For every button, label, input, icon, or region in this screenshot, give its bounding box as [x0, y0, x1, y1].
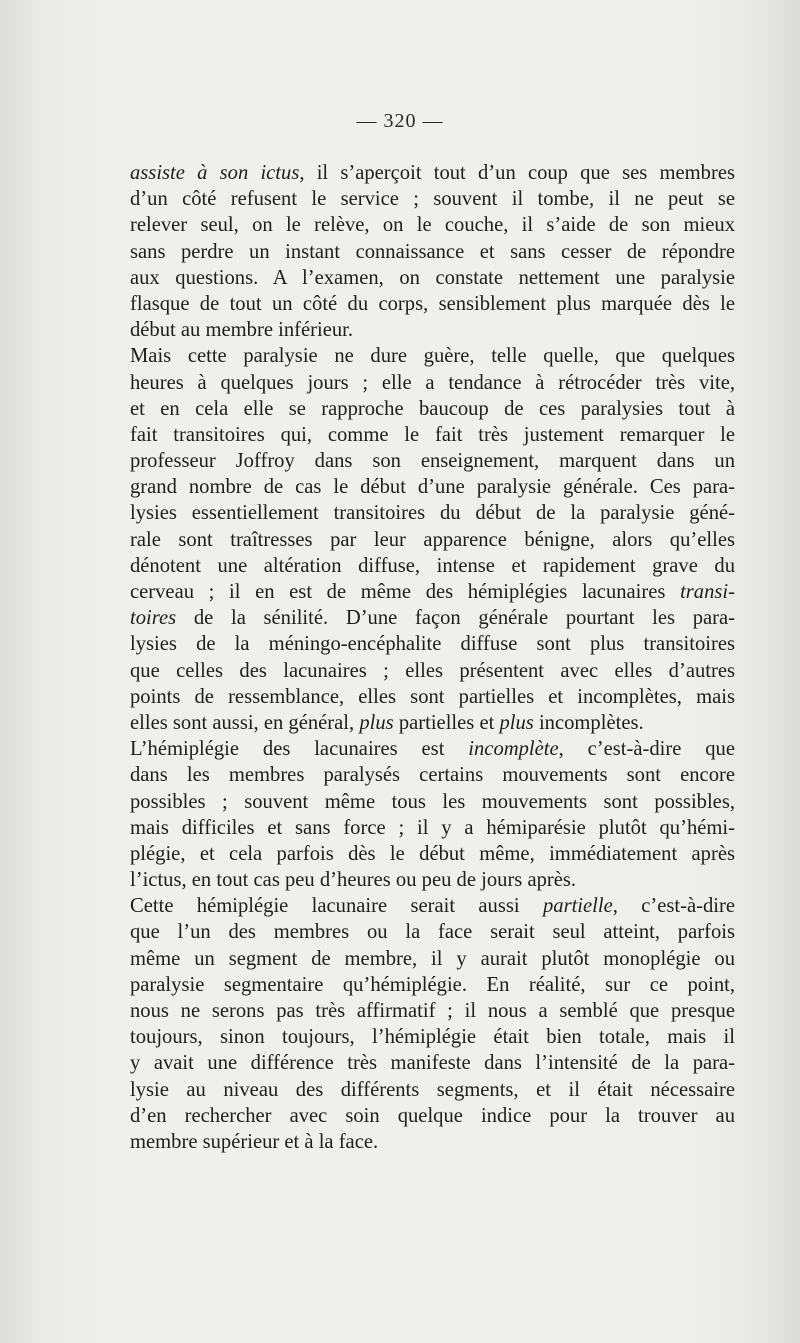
italic-text: incomplète [468, 738, 559, 761]
text-line [130, 343, 735, 369]
text-segment: aux questions. A l’examen, on constate nettement une paralysie [130, 266, 735, 289]
text-line [130, 946, 735, 972]
text-line [130, 579, 735, 605]
text-segment: partielles et [393, 711, 500, 734]
text-line [130, 710, 735, 736]
text-segment: d’un côté refusent le service ; souvent il tombe, il ne peut se [130, 188, 735, 211]
text-line [130, 815, 735, 841]
text-segment: flasque de tout un côté du corps, sensiblement plus marquée dès le [130, 292, 735, 315]
italic-text: toires [130, 607, 177, 630]
text-line [130, 291, 735, 317]
text-segment: Cette hémiplégie lacunaire serait aussi [130, 895, 543, 918]
text-segment: sans perdre un instant connaissance et sans cesser de répondre [130, 240, 735, 263]
text-segment: début au membre inférieur. [130, 319, 354, 342]
text-line [130, 212, 735, 238]
text-segment: dénotent une altération diffuse, intense et rapidement grave du [130, 554, 735, 577]
text-segment: L’hémiplégie des lacunaires est [130, 738, 469, 761]
text-segment: rale sont traîtresses par leur apparence bénigne, alors qu’elles [130, 528, 735, 551]
text-line [130, 1077, 735, 1103]
italic-text: partielle [542, 895, 613, 918]
text-segment: points de ressemblance, elles sont partielles et incomplètes, mais [130, 685, 735, 708]
text-segment: possibles ; souvent même tous les mouvements sont possibles, [130, 790, 735, 813]
text-segment: que celles des lacunaires ; elles présentent avec elles d’autres [130, 659, 735, 682]
text-segment: paralysie segmentaire qu’hémiplégie. En réalité, sur ce point, [130, 973, 735, 996]
text-line [130, 317, 735, 343]
page-number: — 320 — [356, 110, 444, 132]
text-line [130, 186, 735, 212]
italic-text: plus [359, 711, 394, 734]
text-segment: y avait une différence très manifeste dans l’intensité de la para- [130, 1052, 735, 1075]
text-segment: de la sénilité. D’une façon générale pourtant les para- [176, 607, 735, 630]
text-segment: dans les membres paralysés certains mouvements sont encore [130, 764, 735, 787]
text-segment: relever seul, on le relève, on le couche, il s’aide de son mieux [130, 214, 735, 237]
text-line [130, 919, 735, 945]
text-segment: membre supérieur et à la face. [130, 1130, 379, 1153]
text-line [130, 762, 735, 788]
text-segment: , c’est-à-dire [612, 895, 735, 918]
text-line [130, 605, 735, 631]
text-line [130, 658, 735, 684]
text-segment: même un segment de membre, il y aurait plutôt monoplégie ou [130, 947, 735, 970]
text-segment: lysie au niveau des différents segments, et il était nécessaire [130, 1078, 735, 1101]
text-line [130, 370, 735, 396]
text-line [130, 1103, 735, 1129]
text-line [130, 684, 735, 710]
text-line [130, 1129, 735, 1155]
text-segment: incomplètes. [533, 711, 644, 734]
text-line [130, 841, 735, 867]
text-line [130, 867, 735, 893]
text-segment: heures à quelques jours ; elle a tendance à rétrocéder très vite, [130, 371, 735, 394]
text-line [130, 527, 735, 553]
text-line [130, 1024, 735, 1050]
text-line [130, 239, 735, 265]
text-line [130, 500, 735, 526]
text-segment: d’en rechercher avec soin quelque indice pour la trouver au [130, 1104, 735, 1127]
text-segment: professeur Joffroy dans son enseignement, marquent dans un [130, 450, 735, 473]
text-line [130, 972, 735, 998]
text-segment: lysies essentiellement transitoires du début de la paralysie géné- [130, 502, 735, 525]
text-segment: cerveau ; il en est de même des hémiplégies lacunaires [130, 581, 681, 603]
text-segment: et en cela elle se rapproche baucoup de ces paralysies tout à [130, 397, 735, 420]
text-segment: fait transitoires qui, comme le fait très justement remarquer le [130, 423, 735, 446]
text-segment: que l’un des membres ou la face serait seul atteint, parfois [130, 921, 735, 944]
text-segment: grand nombre de cas le début d’une paralysie générale. Ces para- [130, 476, 735, 499]
text-segment: nous ne serons pas très affirmatif ; il nous a semblé que presque [130, 1000, 735, 1022]
italic-text: plus [499, 711, 534, 734]
text-segment: lysies de la méningo-encéphalite diffuse sont plus transitoires [130, 633, 735, 656]
text-segment: , c’est-à-dire que [558, 738, 735, 761]
text-segment: mais difficiles et sans force ; il y a hémiparésie plutôt qu’hémi- [130, 816, 735, 839]
text-line [130, 789, 735, 815]
text-segment: elles sont aussi, en général, [130, 711, 360, 734]
italic-text: transi- [680, 581, 735, 603]
text-line [130, 396, 735, 422]
italic-text: assiste à son ictus [130, 162, 300, 184]
text-line [130, 998, 735, 1024]
text-line [130, 631, 735, 657]
text-line [130, 736, 735, 762]
text-line [130, 893, 735, 919]
text-line [130, 474, 735, 500]
text-segment: l’ictus, en tout cas peu d’heures ou peu de jours après. [130, 869, 577, 892]
text-segment: plégie, et cela parfois dès le début même, immédiatement après [130, 842, 735, 865]
text-segment: Mais cette paralysie ne dure guère, telle quelle, que quelques [130, 345, 735, 368]
text-line [130, 265, 735, 291]
text-line [130, 553, 735, 579]
text-line [130, 448, 735, 474]
body-text [130, 160, 735, 1155]
text-line [130, 160, 735, 186]
text-line [130, 1050, 735, 1076]
text-segment: toujours, sinon toujours, l’hémiplégie était bien totale, mais il [130, 1026, 735, 1049]
text-segment: , il s’aperçoit tout d’un coup que ses membres [299, 162, 735, 184]
text-line [130, 422, 735, 448]
